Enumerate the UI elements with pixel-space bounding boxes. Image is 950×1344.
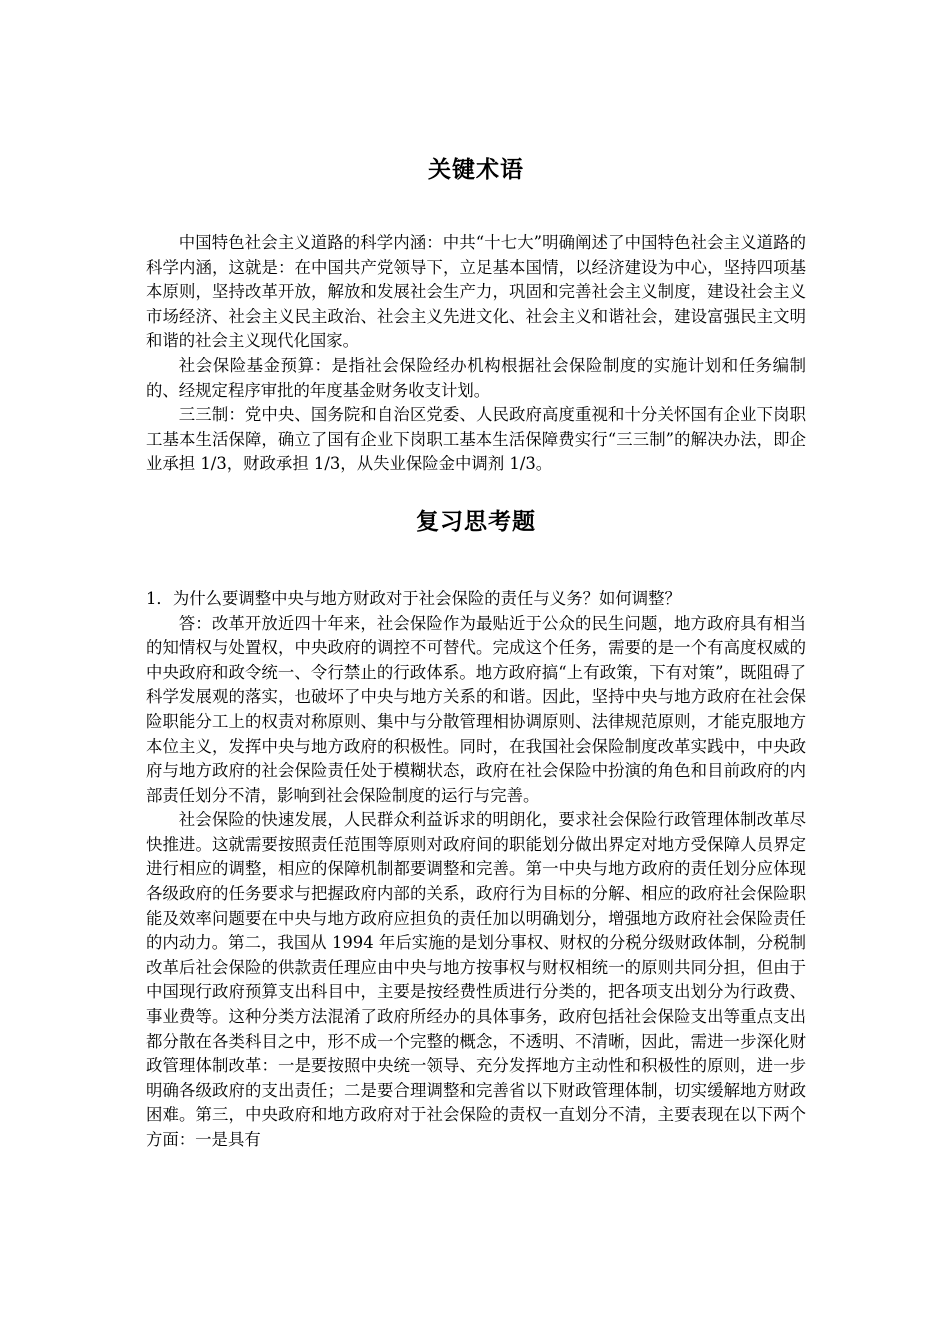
key-terms-heading: 关键术语 — [428, 156, 524, 183]
document-page — [146, 0, 806, 1153]
answer-paragraph: 答：改革开放近四十年来，社会保险作为最贴近于公众的民生问题，地方政府具有相当的知情权与处置权，中央政府的调控不可替代。完成这个任务，需要的是一个有高度权威的中央政府和政令统一、令行禁止的行政体系。地方政府搞“上有政策，下有对策”，既阻碍了科学发展观的落实，也破坏了中央与地方关系的和谐。因此，坚持中央与地方政府在社会保险职能分工上的权责对称原则、集中与分散管理相协调原则、法律规范原则，才能克服地方本位主义，发挥中央与地方政府的积极性。同时，在我国社会保险制度改革实践中，中央政府与地方政府的社会保险责任处于模糊状态，政府在社会保险中扮演的角色和目前政府的内部责任划分不清，影响到社会保险制度的运行与完善。 — [146, 613, 806, 805]
review-section — [146, 587, 806, 1153]
term-paragraph: 中国特色社会主义道路的科学内涵：中共“十七大”明确阐述了中国特色社会主义道路的科学内涵，这就是：在中国共产党领导下，立足基本国情，以经济建设为中心，坚持四项基本原则，坚持改革开放，解放和发展社会生产力，巩固和完善社会主义制度，建设社会主义市场经济、社会主义民主政治、社会主义先进文化、社会主义和谐社会，建设富强民主文明和谐的社会主义现代化国家。 — [146, 233, 806, 351]
term-paragraph: 三三制：党中央、国务院和自治区党委、人民政府高度重视和十分关怀国有企业下岗职工基本生活保障，确立了国有企业下岗职工基本生活保障费实行“三三制”的解决办法，即企业承担 1/3，财政承担 1/3，从失业保险金中调剂 1/3。 — [146, 405, 806, 474]
review-questions-heading: 复习思考题 — [416, 507, 536, 535]
term-paragraph: 社会保险基金预算：是指社会保险经办机构根据社会保险制度的实施计划和任务编制的、经规定程序审批的年度基金财务收支计划。 — [146, 355, 806, 400]
answer-paragraph: 社会保险的快速发展，人民群众利益诉求的明朗化，要求社会保险行政管理体制改革尽快推进。这就需要按照责任范围等原则对政府间的职能划分做出界定对地方受保障人员界定进行相应的调整，相应的保障机制都要调整和完善。第一中央与地方政府的责任划分应体现各级政府的任务要求与把握政府内部的关系，政府行为目标的分解、相应的政府社会保险职能及效率问题要在中央与地方政府应担负的责任加以明确划分，增强地方政府社会保险责任的内动力。第二，我国从 1994 年后实施的是划分事权、财权的分税分级财政体制，分税制改革后社会保险的供款责任理应由中央与地方按事权与财权相统一的原则共同分担，但由于中国现行政府预算支出科目中，主要是按经费性质进行分类的，把各项支出划分为行政费、事业费等。这种分类方法混淆了政府所经办的具体事务，政府包括社会保险支出等重点支出都分散在各类科目之中，形不成一个完整的概念，不透明、不清晰，因此，需进一步深化财政管理体制改革：一是要按照中央统一领导、充分发挥地方主动性和积极性的原则，进一步明确各级政府的支出责任；二是要合理调整和完善省以下财政管理体制，切实缓解地方财政困难。第三，中央政府和地方政府对于社会保险的责权一直划分不清，主要表现在以下两个方面：一是具有 — [146, 810, 806, 1149]
question-text: 1．为什么要调整中央与地方财政对于社会保险的责任与义务？如何调整？ — [146, 588, 681, 608]
key-terms-section — [146, 231, 806, 477]
